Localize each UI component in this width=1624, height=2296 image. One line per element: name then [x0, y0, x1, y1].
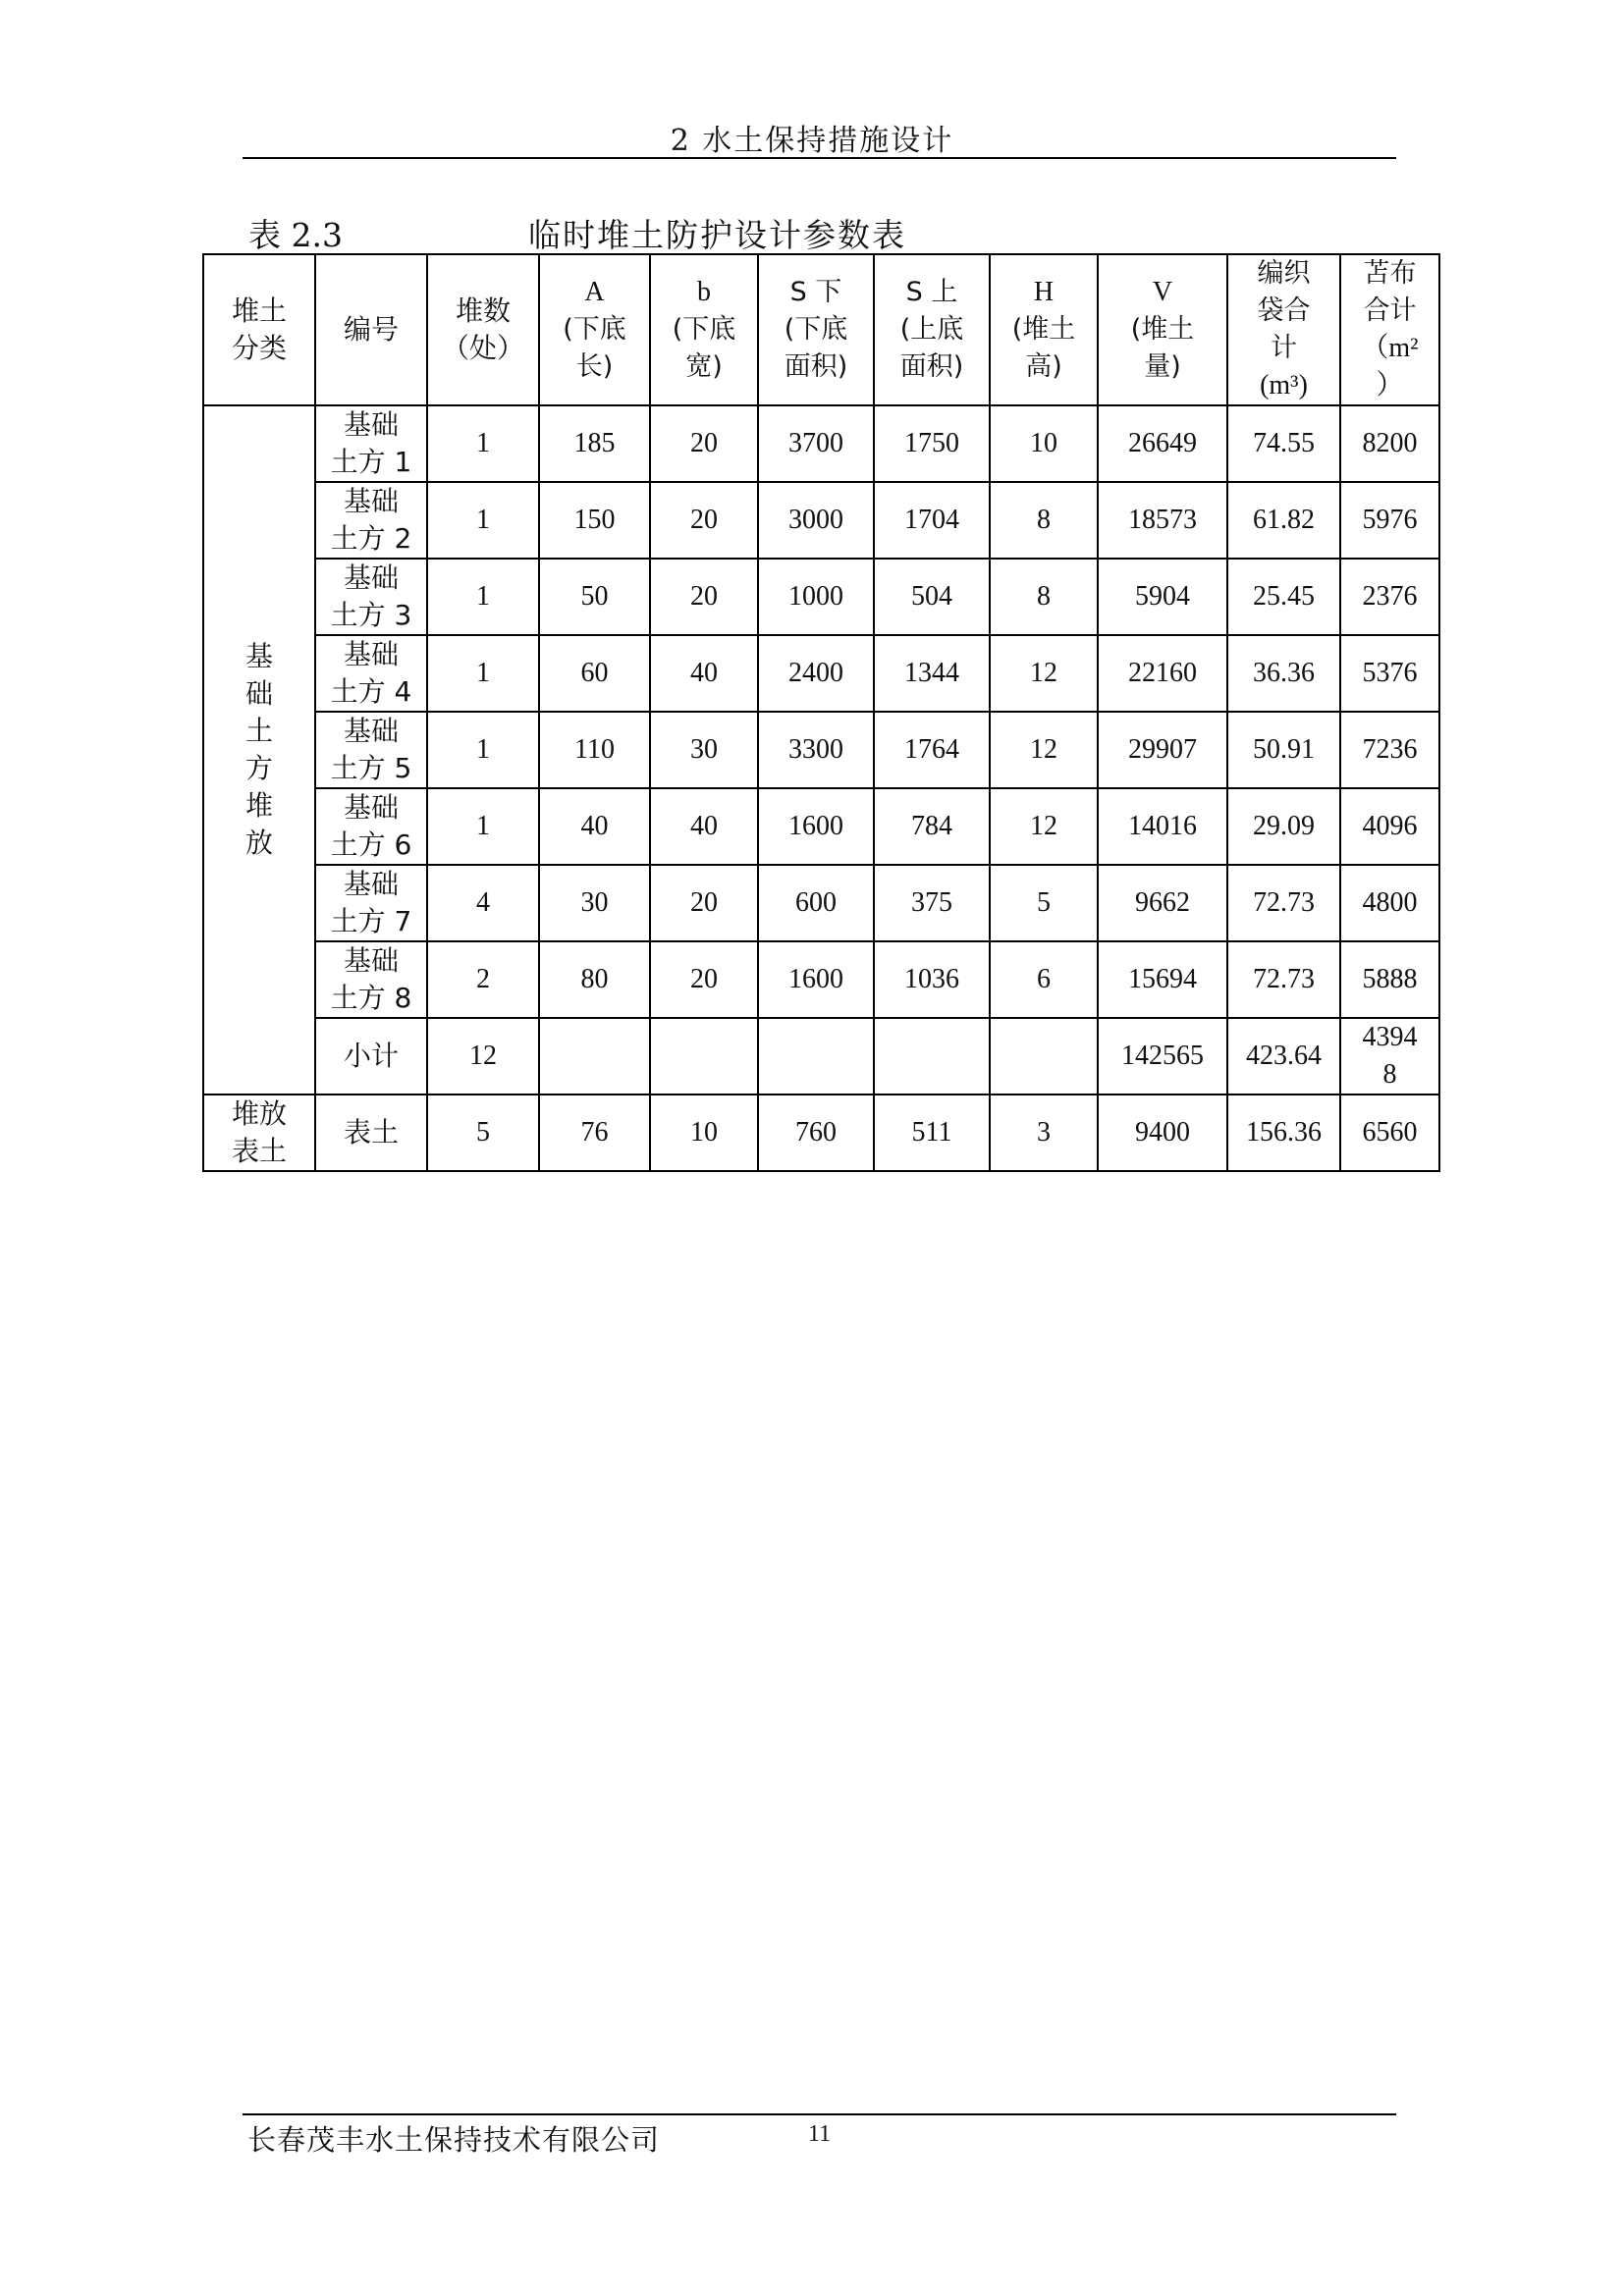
header-h: H (堆土 高) — [990, 254, 1098, 405]
cell-v: 5904 — [1098, 559, 1227, 635]
cell-cloth: 5976 — [1340, 482, 1439, 559]
cell-v: 15694 — [1098, 941, 1227, 1018]
row-id: 基础 土方 3 — [315, 559, 427, 635]
cell-s-upper: 1344 — [874, 635, 990, 712]
row-id: 基础 土方 1 — [315, 405, 427, 482]
cell-s-upper: 1704 — [874, 482, 990, 559]
cell-v: 14016 — [1098, 788, 1227, 865]
cell-b: 20 — [650, 482, 758, 559]
header-count: 堆数 （处） — [427, 254, 539, 405]
cell-a: 50 — [539, 559, 650, 635]
chapter-header: 2 水土保持措施设计 — [670, 124, 954, 158]
footer-rule — [243, 2113, 1396, 2115]
cell-b: 10 — [650, 1095, 758, 1171]
empty-cell — [539, 1018, 650, 1095]
cell-v: 9662 — [1098, 865, 1227, 941]
cell-b: 20 — [650, 405, 758, 482]
row-id: 基础 土方 6 — [315, 788, 427, 865]
header-rule — [243, 157, 1396, 159]
cell-h: 12 — [990, 635, 1098, 712]
subtotal-v: 142565 — [1098, 1018, 1227, 1095]
cell-s-lower: 3300 — [758, 712, 874, 788]
cell-s-lower: 760 — [758, 1095, 874, 1171]
empty-cell — [874, 1018, 990, 1095]
cell-s-upper: 1036 — [874, 941, 990, 1018]
cell-h: 12 — [990, 712, 1098, 788]
page-number: 11 — [808, 2121, 832, 2147]
subtotal-label: 小计 — [315, 1018, 427, 1095]
row-id: 基础 土方 8 — [315, 941, 427, 1018]
cell-s-lower: 600 — [758, 865, 874, 941]
cell-cloth: 5376 — [1340, 635, 1439, 712]
table-title: 临时堆土防护设计参数表 — [528, 216, 906, 254]
parameter-table — [202, 253, 1440, 1172]
cell-v: 29907 — [1098, 712, 1227, 788]
cell-bag: 72.73 — [1227, 941, 1340, 1018]
cell-v: 26649 — [1098, 405, 1227, 482]
cell-a: 150 — [539, 482, 650, 559]
cell-cloth: 5888 — [1340, 941, 1439, 1018]
cell-s-upper: 511 — [874, 1095, 990, 1171]
cell-count: 1 — [427, 635, 539, 712]
cell-s-lower: 1000 — [758, 559, 874, 635]
table-row — [203, 482, 1439, 559]
cell-bag: 72.73 — [1227, 865, 1340, 941]
cell-b: 40 — [650, 635, 758, 712]
header-bag: 编织 袋合 计 (m³) — [1227, 254, 1340, 405]
row-id: 基础 土方 7 — [315, 865, 427, 941]
cell-s-upper: 1764 — [874, 712, 990, 788]
table-row — [203, 1095, 1439, 1171]
cell-bag: 61.82 — [1227, 482, 1340, 559]
cell-s-lower: 2400 — [758, 635, 874, 712]
cell-bag: 74.55 — [1227, 405, 1340, 482]
row-id: 基础 土方 2 — [315, 482, 427, 559]
cell-b: 30 — [650, 712, 758, 788]
cell-h: 8 — [990, 559, 1098, 635]
cell-h: 8 — [990, 482, 1098, 559]
header-cloth: 苫布 合计 （m² ） — [1340, 254, 1439, 405]
cell-b: 40 — [650, 788, 758, 865]
cell-h: 6 — [990, 941, 1098, 1018]
cell-h: 5 — [990, 865, 1098, 941]
cell-cloth: 6560 — [1340, 1095, 1439, 1171]
cell-b: 20 — [650, 559, 758, 635]
empty-cell — [758, 1018, 874, 1095]
cell-s-upper: 375 — [874, 865, 990, 941]
cell-a: 110 — [539, 712, 650, 788]
subtotal-cloth: 4394 8 — [1340, 1018, 1439, 1095]
group-foundation-label: 基 础 土 方 堆 放 — [203, 405, 315, 1095]
row-id: 基础 土方 5 — [315, 712, 427, 788]
cell-bag: 50.91 — [1227, 712, 1340, 788]
cell-count: 5 — [427, 1095, 539, 1171]
cell-s-lower: 3700 — [758, 405, 874, 482]
table-row — [203, 712, 1439, 788]
header-id: 编号 — [315, 254, 427, 405]
cell-cloth: 2376 — [1340, 559, 1439, 635]
cell-b: 20 — [650, 941, 758, 1018]
cell-h: 12 — [990, 788, 1098, 865]
cell-s-lower: 1600 — [758, 788, 874, 865]
cell-s-lower: 3000 — [758, 482, 874, 559]
cell-s-upper: 784 — [874, 788, 990, 865]
table-row — [203, 559, 1439, 635]
header-row — [203, 254, 1439, 405]
empty-cell — [650, 1018, 758, 1095]
cell-count: 1 — [427, 788, 539, 865]
cell-cloth: 4096 — [1340, 788, 1439, 865]
cell-h: 10 — [990, 405, 1098, 482]
header-b: b (下底 宽) — [650, 254, 758, 405]
cell-bag: 25.45 — [1227, 559, 1340, 635]
cell-b: 20 — [650, 865, 758, 941]
cell-count: 2 — [427, 941, 539, 1018]
group-topsoil-label: 堆放 表土 — [203, 1095, 315, 1171]
cell-v: 22160 — [1098, 635, 1227, 712]
cell-s-upper: 504 — [874, 559, 990, 635]
cell-a: 76 — [539, 1095, 650, 1171]
subtotal-row — [203, 1018, 1439, 1095]
table-number: 表 2.3 — [248, 216, 343, 254]
table-row — [203, 941, 1439, 1018]
table-row — [203, 635, 1439, 712]
table-row — [203, 865, 1439, 941]
header-a: A (下底 长) — [539, 254, 650, 405]
cell-v: 18573 — [1098, 482, 1227, 559]
subtotal-bag: 423.64 — [1227, 1018, 1340, 1095]
footer-company: 长春茂丰水土保持技术有限公司 — [247, 2123, 661, 2157]
cell-h: 3 — [990, 1095, 1098, 1171]
cell-count: 1 — [427, 559, 539, 635]
cell-bag: 156.36 — [1227, 1095, 1340, 1171]
cell-cloth: 7236 — [1340, 712, 1439, 788]
cell-count: 1 — [427, 405, 539, 482]
table-row — [203, 405, 1439, 482]
table-row — [203, 788, 1439, 865]
subtotal-count: 12 — [427, 1018, 539, 1095]
cell-s-upper: 1750 — [874, 405, 990, 482]
cell-cloth: 4800 — [1340, 865, 1439, 941]
cell-a: 40 — [539, 788, 650, 865]
cell-v: 9400 — [1098, 1095, 1227, 1171]
row-id: 表土 — [315, 1095, 427, 1171]
cell-a: 80 — [539, 941, 650, 1018]
header-s-upper: S 上 (上底 面积) — [874, 254, 990, 405]
header-s-lower: S 下 (下底 面积) — [758, 254, 874, 405]
cell-a: 185 — [539, 405, 650, 482]
cell-count: 1 — [427, 482, 539, 559]
cell-count: 1 — [427, 712, 539, 788]
cell-cloth: 8200 — [1340, 405, 1439, 482]
header-v: V (堆土 量) — [1098, 254, 1227, 405]
cell-bag: 29.09 — [1227, 788, 1340, 865]
header-category: 堆土 分类 — [203, 254, 315, 405]
empty-cell — [990, 1018, 1098, 1095]
row-id: 基础 土方 4 — [315, 635, 427, 712]
cell-a: 30 — [539, 865, 650, 941]
cell-a: 60 — [539, 635, 650, 712]
cell-bag: 36.36 — [1227, 635, 1340, 712]
cell-s-lower: 1600 — [758, 941, 874, 1018]
cell-count: 4 — [427, 865, 539, 941]
